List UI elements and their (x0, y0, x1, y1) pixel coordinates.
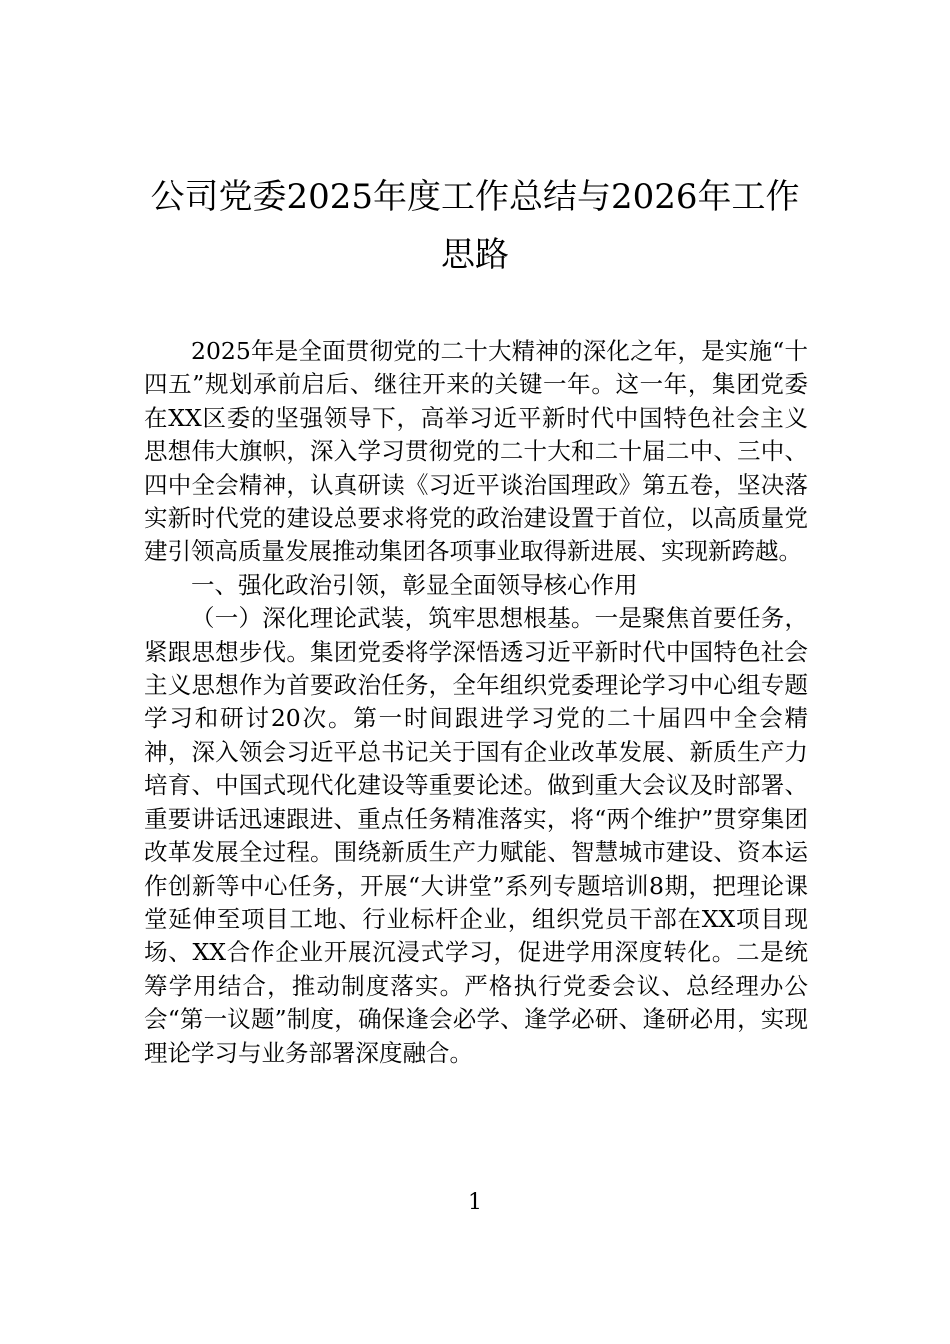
title-line-2: 思路 (441, 235, 509, 275)
document-title (130, 168, 820, 284)
document-body (144, 335, 808, 1070)
subsection-paragraph: （一）深化理论武装，筑牢思想根基。一是聚焦首要任务，紧跟思想步伐。集团党委将学深悟透习近平新时代中国特色社会主义思想作为首要政治任务，全年组织党委理论学习中心组专题学习和研讨20次。第一时间跟进学习党的二十届四中全会精神，深入领会习近平总书记关于国有企业改革发展、新质生产力培育、中国式现代化建设等重要论述。做到重大会议及时部署、重要讲话迅速跟进、重点任务精准落实，将“两个维护”贯穿集团改革发展全过程。围绕新质生产力赋能、智慧城市建设、资本运作创新等中心任务，开展“大讲堂”系列专题培训8期，把理论课堂延伸至项目工地、行业标杆企业，组织党员干部在XX项目现场、XX合作企业开展沉浸式学习，促进学用深度转化。二是统筹学用结合，推动制度落实。严格执行党委会议、总经理办公会“第一议题”制度，确保逢会必学、逢学必研、逢研必用，实现理论学习与业务部署深度融合。 (144, 604, 808, 1067)
title-line-1: 公司党委2025年度工作总结与2026年工作 (150, 177, 800, 217)
section-heading: 一、强化政治引领，彰显全面领导核心作用 (191, 570, 638, 599)
intro-paragraph: 2025年是全面贯彻党的二十大精神的深化之年，是实施“十四五”规划承前启后、继往开来的关键一年。这一年，集团党委在XX区委的坚强领导下，高举习近平新时代中国特色社会主义思想伟大旗帜，深入学习贯彻党的二十大和二十届二中、三中、四中全会精神，认真研读《习近平谈治国理政》第五卷，坚决落实新时代党的建设总要求将党的政治建设置于首位，以高质量党建引领高质量发展推动集团各项事业取得新进展、实现新跨越。 (144, 337, 808, 566)
page-number: 1 (468, 1190, 482, 1215)
